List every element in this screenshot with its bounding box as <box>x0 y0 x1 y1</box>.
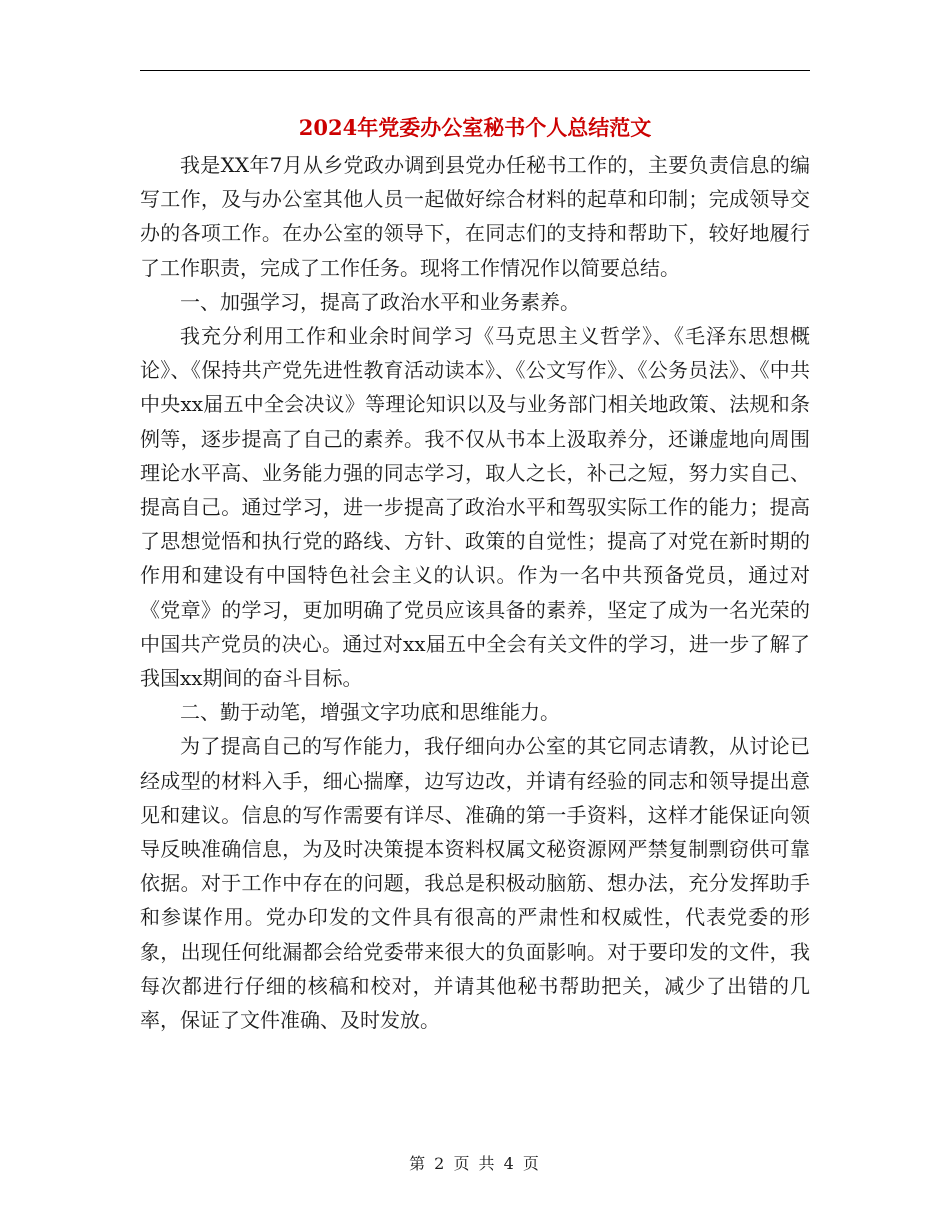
document-title: 2024年党委办公室秘书个人总结范文 <box>298 115 652 140</box>
section-heading-2: 二、勤于动笔，增强文字功底和思维能力。 <box>180 700 560 725</box>
paragraph-writing: 为了提高自己的写作能力，我仔细向办公室的其它同志请教，从讨论已经成型的材料入手，细心揣摩，边写边改，并请有经验的同志和领导提出意见和建议。信息的写作需要有详尽、准确的第一手资料，这样才能保证向领导反映准确信息，为及时决策提本资料权属文秘资源网严禁复制剽窃供可靠依据。对于工作中存在的问题，我总是积极动脑筋、想办法，充分发挥助手和参谋作用。党办印发的文件具有很高的严肃性和权威性，代表党委的形象，出现任何纰漏都会给党委带来很大的负面影响。对于要印发的文件，我每次都进行仔细的核稿和校对，并请其他秘书帮助把关，减少了出错的几率，保证了文件准确、及时发放。 <box>140 734 810 1033</box>
paragraph-intro: 我是XX年7月从乡党政办调到县党办任秘书工作的，主要负责信息的编写工作，及与办公室其他人员一起做好综合材料的起草和印制；完成领导交办的各项工作。在办公室的领导下，在同志们的支持和帮助下，较好地履行了工作职责，完成了工作任务。现将工作情况作以简要总结。 <box>140 153 810 280</box>
paragraph-study: 我充分利用工作和业余时间学习《马克思主义哲学》、《毛泽东思想概论》、《保持共产党先进性教育活动读本》、《公文写作》、《公务员法》、《中共中央xx届五中全会决议》等理论知识以及与业务部门相关地政策、法规和条例等，逐步提高了自己的素养。我不仅从书本上汲取养分，还谦虚地向周围理论水平高、业务能力强的同志学习，取人之长，补己之短，努力实自己、提高自己。通过学习，进一步提高了政治水平和驾驭实际工作的能力；提高了思想觉悟和执行党的路线、方针、政策的自觉性；提高了对党在新时期的作用和建设有中国特色社会主义的认识。作为一名中共预备党员，通过对《党章》的学习，更加明确了党员应该具备的素养，坚定了成为一名光荣的中国共产党员的决心。通过对xx届五中全会有关文件的学习，进一步了解了我国xx期间的奋斗目标。 <box>140 324 810 691</box>
document-body <box>140 148 810 1037</box>
page-footer: 第 2 页 共 4 页 <box>409 1154 541 1173</box>
header-rule <box>140 70 810 71</box>
section-heading-1: 一、加强学习，提高了政治水平和业务素养。 <box>180 289 580 314</box>
